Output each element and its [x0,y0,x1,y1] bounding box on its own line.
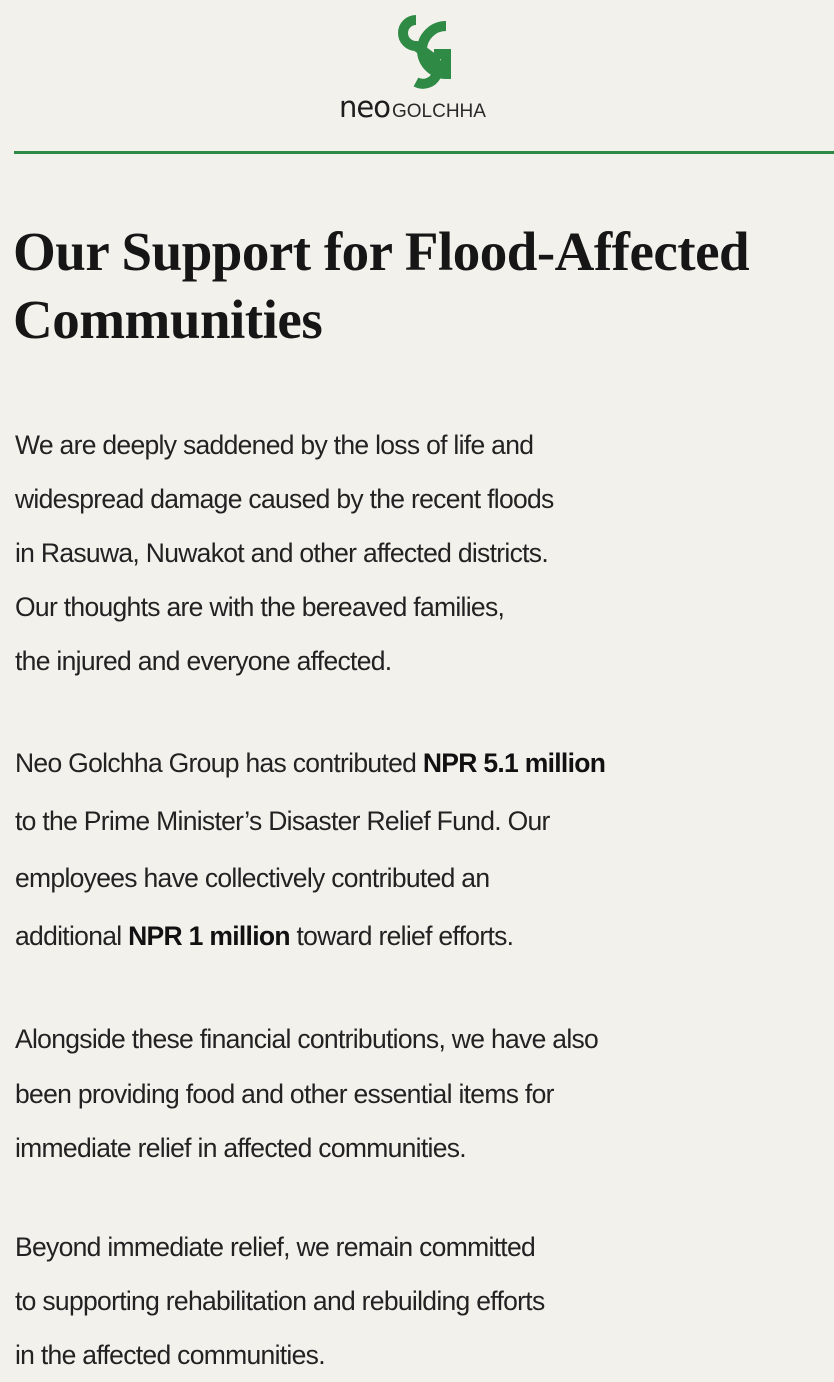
paragraph-line: in Rasuwa, Nuwakot and other affected districts. [15,538,549,568]
paragraph-line [15,735,735,793]
contribution-amount-group: NPR 5.1 million [422,748,606,778]
paragraph-line: in the affected communities. [15,1340,325,1370]
paragraph-condolences [15,418,735,688]
page-title: Our Support for Flood-Affected Communities [13,221,750,350]
paragraph-contributions [15,735,735,965]
brand-name-neo: neo [339,90,390,124]
paragraph-line: been providing food and other essential items for [15,1078,554,1109]
paragraph-line: Alongside these financial contributions, we have also [15,1024,599,1054]
paragraph-line: Our thoughts are with the bereaved families, [15,592,505,622]
header-divider [14,151,834,154]
contribution-text: toward relief efforts. [289,920,514,951]
paragraph-relief-items [15,1012,735,1176]
paragraph-line: Beyond immediate relief, we remain committed [15,1232,536,1262]
brand-name-golchha: GOLCHHA [391,101,486,122]
paragraph-line: widespread damage caused by the recent floods [15,484,554,514]
paragraph-line: to the Prime Minister’s Disaster Relief Fund. Our [15,805,550,836]
paragraph-line [15,908,735,966]
paragraph-line: We are deeply saddened by the loss of life and [15,430,534,460]
contribution-text: Neo Golchha Group has contributed [15,748,423,778]
paragraph-line: employees have collectively contributed an [15,863,490,893]
brand-wordmark [339,92,486,128]
paragraph-line: immediate relief in affected communities. [15,1133,466,1163]
paragraph-line: the injured and everyone affected. [15,646,392,676]
header [0,0,834,155]
paragraph-line: to supporting rehabilitation and rebuilding efforts [15,1286,545,1316]
neo-golchha-logo-icon [386,12,464,90]
paragraph-commitment [15,1220,735,1382]
contribution-amount-employees: NPR 1 million [128,920,290,951]
contribution-text: additional [15,920,129,951]
